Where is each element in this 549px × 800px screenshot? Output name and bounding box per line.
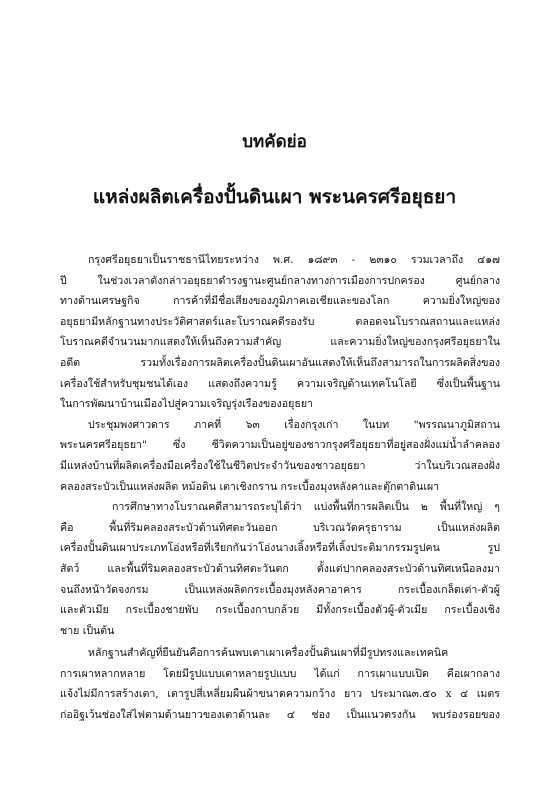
- text-line: เครื่องปั้นดินเผาประเภทโอ่งหรือที่เรียกกันว่าโอ่งนางเลิ้งหรือที่เลิ้งประติมากรรมรูปคน รูป: [60, 542, 500, 555]
- text-line: คลองสระบัวเป็นแหล่งผลิต หม้อดิน เตาเชิงกราน กระเบื้องมุงหลังคาและตุ๊กตาดินเผา: [60, 480, 440, 493]
- text-line: การเผาหลากหลาย โดยมีรูปแบบเตาหลายรูปแบบ ได้แก่ การเผาแบบเปิด คือเผากลาง: [60, 667, 500, 680]
- text-line: กรุงศรีอยุธยาเป็นราชธานีไทยระหว่าง พ.ศ. ๑๘๙๓ - ๒๓๑๐ รวมเวลาถึง ๔๑๗: [88, 254, 500, 266]
- text-line: อยุธยามีหลักฐานทางประวัติศาสตร์และโบราณคดีรองรับ ตลอดจนโบราณสถานและแหล่ง: [60, 315, 500, 328]
- text-line: สัตว์ และพื้นที่ริมคลองสระบัวด้านทิศตะวันตก ตั้งแต่ปากคลองสระบัวด้านทิศเหนือลงมา: [60, 562, 500, 575]
- abstract-heading: บทคัดย่อ: [242, 132, 307, 152]
- text-line: จนถึงหน้าวัดจงกรม เป็นแหล่งผลิตกระเบื้องมุงหลังคาอาคาร กระเบื้องเกล็ดเต่า-ตัวผู้: [60, 583, 500, 596]
- text-line: ในการพัฒนาบ้านเมืองไปสู่ความเจริญรุ่งเรืองของอยุธยา: [60, 398, 313, 411]
- text-line: ปี ในช่วงเวลาดังกล่าวอยุธยาดำรงฐานะศูนย์กลางทางการเมืองการปกครอง ศูนย์กลาง: [60, 274, 500, 287]
- text-line: พระนครศรีอยุธยา" ซึ่ง ชีวิตความเป็นอยู่ของชาวกรุงศรีอยุธยาที่อยู่สองฝั่งแม่น้ำลำคลอง: [60, 439, 500, 452]
- text-line: ก่ออิฐเว้นช่องใส่ไฟตามด้านยาวของเตาด้านละ ๔ ช่อง เป็นแนวตรงกัน พบร่องรอยของ: [60, 709, 500, 722]
- text-line: เครื่องใช้สำหรับชุมชนได้เอง แสดงถึงความรู้ ความเจริญด้านเทคโนโลยี ซึ่งเป็นพื้นฐาน: [60, 377, 500, 390]
- text-line: อดีต รวมทั้งเรื่องการผลิตเครื่องปั้นดินเผาอันแสดงให้เห็นถึงสามารถในการผลิตสิ่งของ: [60, 356, 500, 369]
- text-line: ชาย เป็นต้น: [60, 624, 115, 637]
- text-line: ทางด้านเศรษฐกิจ การค้าที่มีชื่อเสียงของภูมิภาคเอเชียและของโลก ความยิ่งใหญ่ของ: [60, 295, 500, 308]
- text-line: คือ พื้นที่ริมคลองสระบัวด้านทิศตะวันออก บริเวณวัดครุธาราม เป็นแหล่งผลิต: [60, 521, 500, 534]
- text-line: โบราณคดีจำนวนมากแสดงให้เห็นถึงความสำคัญ และความยิ่งใหญ่ของกรุงศรีอยุธยาใน: [60, 336, 500, 349]
- text-line: มีแหล่งบ้านที่ผลิตเครื่องมือเครื่องใช้ในชีวิตประจำวันของชาวอยุธยา ว่าในบริเวณสองฝั่ง: [60, 459, 500, 472]
- text-line: และตัวเมีย กระเบื้องชายพับ กระเบื้องกาบกล้วย มีทั้งกระเบื้องตัวผู้-ตัวเมีย กระเบื้องเชิง: [60, 604, 500, 617]
- document-title: แหล่งผลิตเครื่องปั้นดินเผา พระนครศรีอยุธยา: [92, 186, 457, 208]
- text-line: การศึกษาทางโบราณคดีสามารถระบุได้ว่า แบ่งพื้นที่การผลิตเป็น ๒ พื้นที่ใหญ่ ๆ: [112, 501, 500, 514]
- text-line: ประชุมพงศาวดาร ภาคที่ ๖๓ เรื่องกรุงเก่า ในบท "พรรณนาภูมิสถาน: [88, 418, 500, 431]
- text-line: หลักฐานสำคัญที่ยืนยันคือการค้นพบเตาเผาเครื่องปั้นดินเผาที่มีรูปทรงและเทคนิค: [88, 647, 449, 660]
- text-line: แจ้งไม่มีการสร้างเตา, เตารูปสี่เหลี่ยมผืนผ้าขนาดความกว้าง ยาว ประมาณ๓.๕๐ x ๔ เมตร: [60, 688, 500, 701]
- abstract-body: [60, 250, 500, 726]
